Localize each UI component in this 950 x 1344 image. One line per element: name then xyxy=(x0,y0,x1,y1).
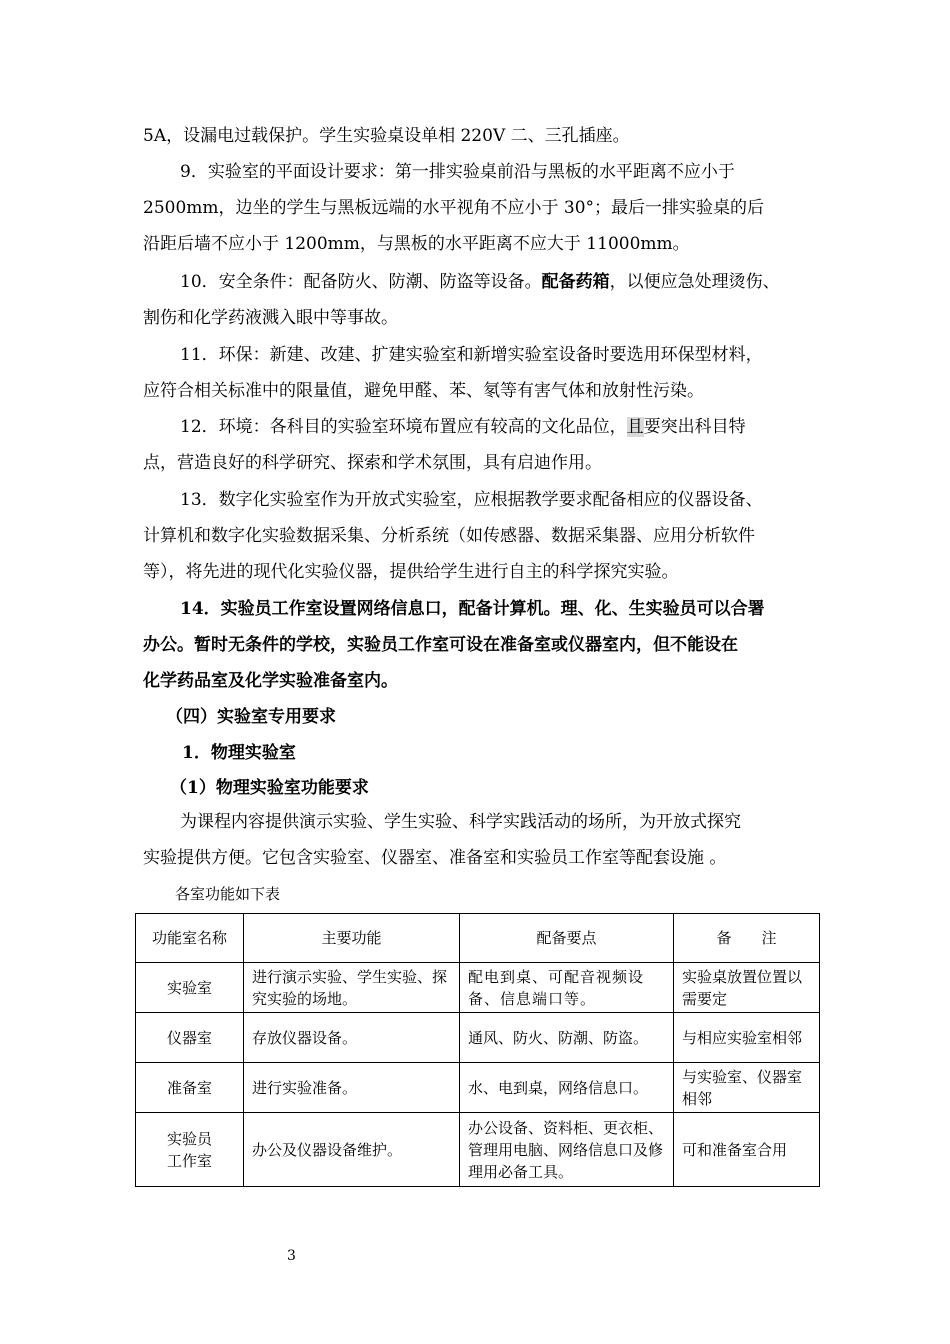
paragraph-line: 化学药品室及化学实验准备室内。 xyxy=(143,671,398,691)
paragraph-line xyxy=(180,270,860,294)
paragraph-line: 实验提供方便。它包含实验室、仪器室、准备室和实验员工作室等配套设施 。 xyxy=(143,848,727,868)
table-cell: 水、电到桌，网络信息口。 xyxy=(460,1063,674,1113)
table-cell: 配电到桌、可配音视频设备、信息端口等。 xyxy=(460,963,674,1013)
table-row xyxy=(136,1013,820,1063)
table-header-row xyxy=(136,914,820,963)
paragraph-line: 14．实验员工作室设置网络信息口，配备计算机。理、化、生实验员可以合署 xyxy=(180,599,765,619)
room-name-cell: 实验室 xyxy=(136,963,244,1013)
text-run: 要突出科目特 xyxy=(643,417,746,437)
page-number: 3 xyxy=(287,1248,296,1264)
column-header: 主要功能 xyxy=(244,914,460,963)
section-heading: （四）实验室专用要求 xyxy=(166,707,336,727)
table-cell: 存放仪器设备。 xyxy=(244,1013,460,1063)
paragraph-line: 办公。暂时无条件的学校，实验员工作室可设在准备室或仪器室内，但不能设在 xyxy=(143,635,738,655)
table-cell: 可和准备室合用 xyxy=(674,1113,820,1187)
table-row xyxy=(136,1063,820,1113)
table-cell: 进行实验准备。 xyxy=(244,1063,460,1113)
subsection-heading: （1）物理实验室功能要求 xyxy=(170,778,369,798)
table-cell: 进行演示实验、学生实验、探究实验的场地。 xyxy=(244,963,460,1013)
paragraph-line: 9．实验室的平面设计要求：第一排实验桌前沿与黑板的水平距离不应小于 xyxy=(180,162,735,182)
paragraph-line: 13．数字化实验室作为开放式实验室，应根据教学要求配备相应的仪器设备、 xyxy=(180,490,763,510)
paragraph-line: 割伤和化学药液溅入眼中等事故。 xyxy=(143,308,398,328)
paragraph-line: 2500mm，边坐的学生与黑板远端的水平视角不应小于 30°；最后一排实验桌的后 xyxy=(143,198,765,218)
column-header: 备 注 xyxy=(674,914,820,963)
paragraph-line: 等），将先进的现代化实验仪器，提供给学生进行自主的科学探究实验。 xyxy=(143,562,679,582)
function-table xyxy=(135,913,820,1187)
table-cell: 与相应实验室相邻 xyxy=(674,1013,820,1063)
paragraph-line: 为课程内容提供演示实验、学生实验、科学实践活动的场所，为开放式探究 xyxy=(180,812,741,832)
room-name-cell: 仪器室 xyxy=(136,1013,244,1063)
highlighted-text-run: 且 xyxy=(626,417,644,437)
paragraph-line: 点，营造良好的科学研究、探索和学术氛围，具有启迪作用。 xyxy=(143,453,602,473)
bold-text-run: 配备药箱 xyxy=(541,272,610,292)
paragraph-line: 应符合相关标准中的限量值，避免甲醛、苯、氡等有害气体和放射性污染。 xyxy=(143,381,704,401)
table-cell: 办公及仪器设备维护。 xyxy=(244,1113,460,1187)
table-cell: 通风、防火、防潮、防盗。 xyxy=(460,1013,674,1063)
room-name-cell: 实验员 工作室 xyxy=(136,1113,244,1187)
table-caption: 各室功能如下表 xyxy=(175,885,281,903)
column-header: 配备要点 xyxy=(460,914,674,963)
paragraph-line: 沿距后墙不应小于 1200mm，与黑板的水平距离不应大于 11000mm。 xyxy=(143,234,690,254)
table-cell: 办公设备、资料柜、更衣柜、管理用电脑、网络信息口及修理用必备工具。 xyxy=(460,1113,674,1187)
table-row xyxy=(136,1113,820,1187)
text-run: ，以便应急处理烫伤、 xyxy=(609,272,780,292)
paragraph-line: 11．环保：新建、改建、扩建实验室和新增实验室设备时要选用环保型材料， xyxy=(180,345,763,365)
subsection-heading: 1．物理实验室 xyxy=(182,743,296,763)
paragraph-line xyxy=(180,415,860,439)
text-run: 12．环境：各科目的实验室环境布置应有较高的文化品位， xyxy=(180,417,627,437)
text-run: 10．安全条件：配备防火、防潮、防盗等设备。 xyxy=(180,272,542,292)
paragraph-line: 计算机和数字化实验数据采集、分析系统（如传感器、数据采集器、应用分析软件 xyxy=(143,526,755,546)
paragraph-line: 5A，设漏电过载保护。学生实验桌设单相 220V 二、三孔插座。 xyxy=(143,126,630,146)
room-name-cell: 准备室 xyxy=(136,1063,244,1113)
table-row xyxy=(136,963,820,1013)
table-cell: 与实验室、仪器室相邻 xyxy=(674,1063,820,1113)
column-header: 功能室名称 xyxy=(136,914,244,963)
table-cell: 实验桌放置位置以需要定 xyxy=(674,963,820,1013)
